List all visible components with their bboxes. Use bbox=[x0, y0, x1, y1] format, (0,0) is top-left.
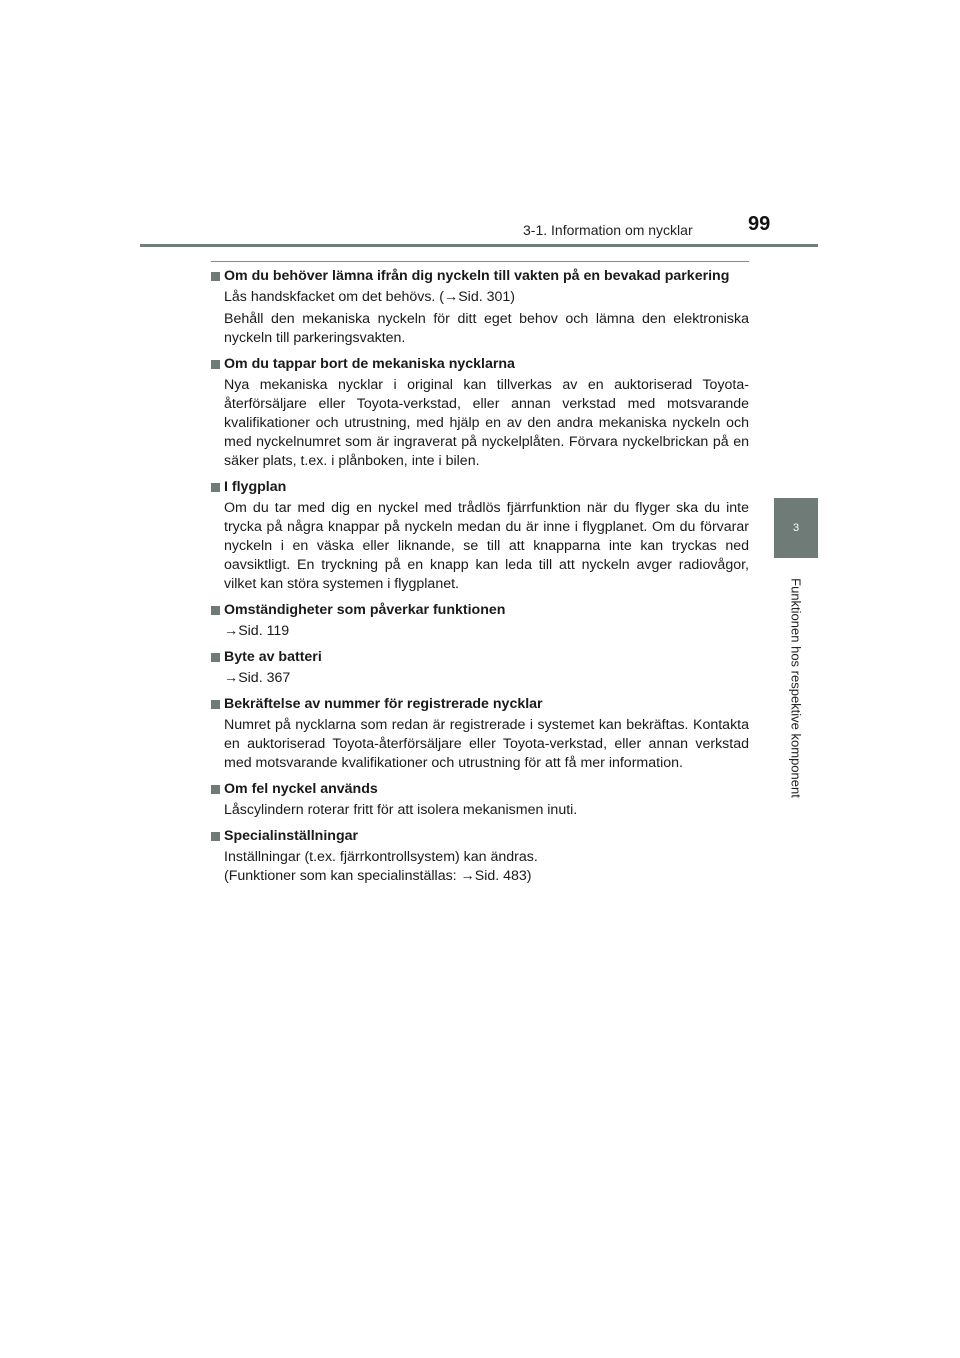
square-bullet-icon bbox=[211, 360, 220, 369]
section-paragraph: Låscylindern roterar fritt för att isolera mekanismen inuti. bbox=[224, 802, 578, 818]
section-paragraph: Nya mekaniska nycklar i original kan tillverkas av en auktoriserad Toyota-återförsäljare eller Toyota-verkstad, eller annan verkstad med motsvarande kvalifikationer och utrustning, med hjälp en av den andra mekaniska nyckeln och med nyckelnumret som är ingraverat på nyckelplåten. Förvara nyckelbrickan på en säker plats, t.ex. i plånboken, inte i bilen. bbox=[224, 377, 749, 469]
square-bullet-icon bbox=[211, 785, 220, 794]
section-conditions bbox=[211, 601, 749, 641]
section-parking bbox=[211, 267, 749, 348]
section-airplane bbox=[211, 478, 749, 594]
chapter-tab bbox=[774, 498, 818, 558]
header-rule bbox=[140, 244, 818, 247]
section-heading: Om du behöver lämna ifrån dig nyckeln till vakten på en bevakad parkering bbox=[211, 267, 749, 286]
section-heading: I flygplan bbox=[211, 478, 749, 497]
chapter-title: Funktionen hos respektive komponent bbox=[788, 578, 804, 798]
section-wrong-key bbox=[211, 780, 749, 820]
square-bullet-icon bbox=[211, 653, 220, 662]
header-section-title: 3-1. Information om nycklar bbox=[523, 222, 693, 238]
section-paragraph: Inställningar (t.ex. fjärrkontrollsystem) kan ändras. (Funktioner som kan specialinställas: →Sid. 483) bbox=[224, 849, 538, 884]
section-heading: Om fel nyckel används bbox=[211, 780, 749, 799]
square-bullet-icon bbox=[211, 832, 220, 841]
page-number: 99 bbox=[748, 213, 771, 235]
square-bullet-icon bbox=[211, 483, 220, 492]
section-heading: Omständigheter som påverkar funktionen bbox=[211, 601, 749, 620]
section-lost-keys bbox=[211, 355, 749, 471]
section-paragraph: Om du tar med dig en nyckel med trådlös fjärrfunktion när du flyger ska du inte trycka på några knappar på nyckeln medan du är inne i flygplanet. Om du förvarar nyckeln i en väska eller liknande, se till att knapparna inte kan tryckas ned oavsiktligt. En tryckning på en knapp kan leda till att nyckeln avger radiovågor, vilket kan störa systemen i flygplanet. bbox=[224, 500, 749, 592]
section-paragraph: Numret på nycklarna som redan är registrerade i systemet kan bekräftas. Kontakta en auktoriserad Toyota-återförsäljare eller Toyota-verkstad, eller annan verkstad med motsvarande kvalifikationer och utrustning för att få mer information. bbox=[224, 717, 749, 771]
content-body bbox=[211, 267, 749, 893]
chapter-number: 3 bbox=[792, 522, 800, 534]
section-paragraph: Lås handskfacket om det behövs. (→Sid. 301) bbox=[224, 289, 516, 305]
section-heading: Specialinställningar bbox=[211, 827, 749, 846]
page-reference: →Sid. 367 bbox=[224, 670, 291, 686]
section-custom-settings bbox=[211, 827, 749, 886]
section-heading: Bekräftelse av nummer för registrerade nycklar bbox=[211, 695, 749, 714]
section-battery bbox=[211, 648, 749, 688]
section-paragraph: Behåll den mekaniska nyckeln för ditt eget behov och lämna den elektroniska nyckeln till parkeringsvakten. bbox=[224, 311, 749, 346]
square-bullet-icon bbox=[211, 606, 220, 615]
square-bullet-icon bbox=[211, 272, 220, 281]
square-bullet-icon bbox=[211, 700, 220, 709]
page-reference: →Sid. 119 bbox=[224, 623, 290, 639]
section-heading: Om du tappar bort de mekaniska nycklarna bbox=[211, 355, 749, 374]
section-registered-keys bbox=[211, 695, 749, 773]
section-heading: Byte av batteri bbox=[211, 648, 749, 667]
content-rule bbox=[211, 261, 749, 262]
